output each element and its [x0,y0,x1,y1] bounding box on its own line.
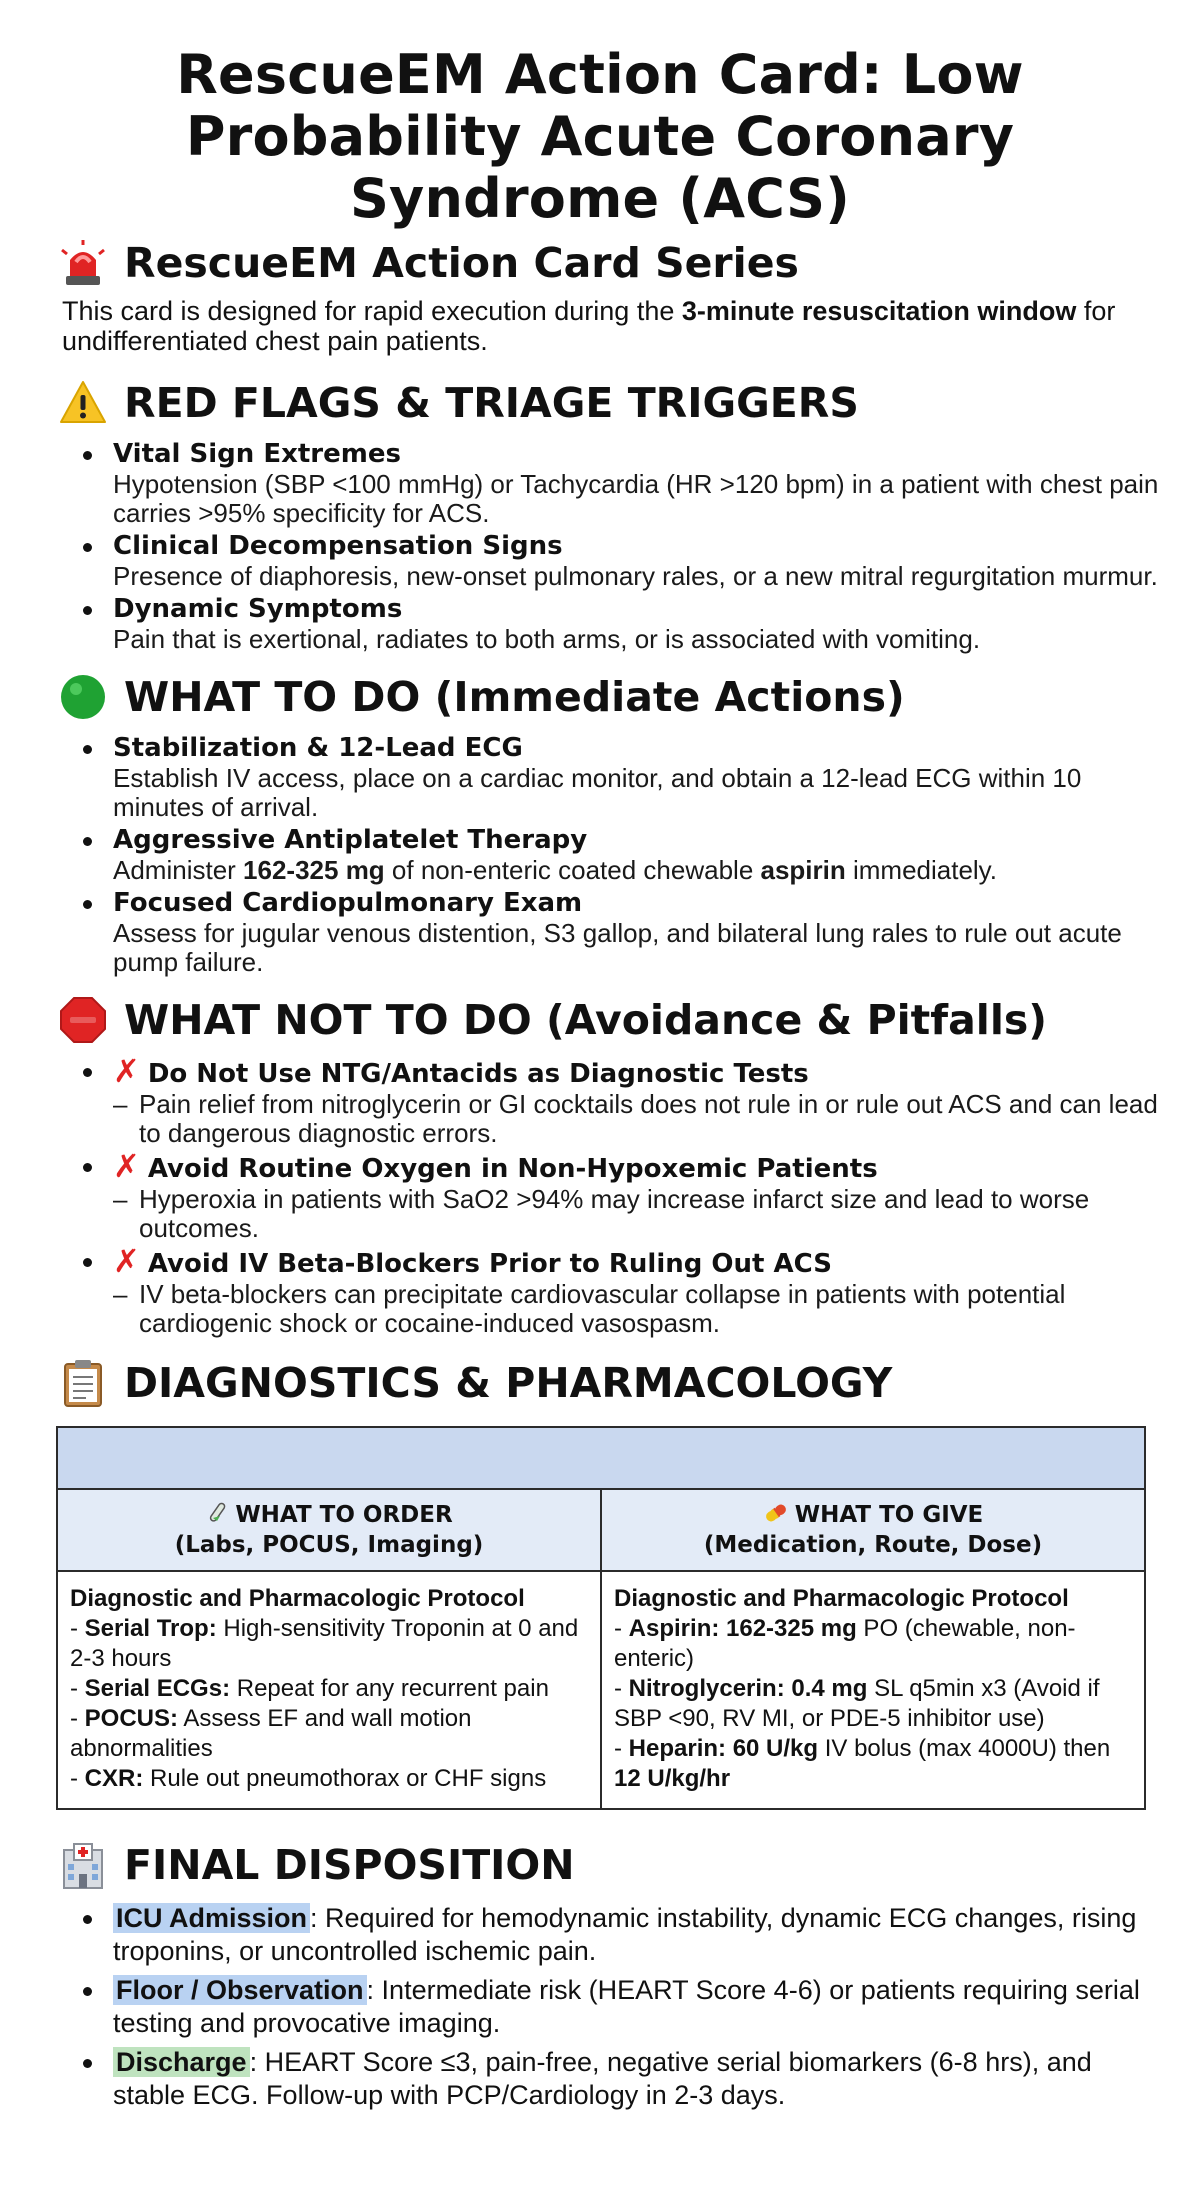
what-not-to-do-heading-text: WHAT NOT TO DO (Avoidance & Pitfalls) [124,996,1048,1044]
list-item [0,593,1200,654]
list-item: Floor / Observation : Intermediate risk (HEART Score 4-6) or patients requiring serial testing and provocative imaging. [0,1974,1200,2040]
list-item [0,887,1200,977]
item-body: Assess for jugular venous distention, S3 gallop, and bilateral lung rales to rule out acute pump failure. [113,918,1122,977]
disposition-heading [58,1840,1200,1890]
list-item [0,824,1200,885]
hospital-icon [58,1840,108,1890]
cross-mark-icon: ✗ [113,1242,140,1280]
disposition-list [0,1902,1200,2112]
order-line: - POCUS: Assess EF and wall motion abnormalities [70,1705,472,1762]
diagnostics-section [0,1358,1200,1810]
order-cell [57,1571,601,1809]
give-line: - Heparin: 60 U/kg IV bolus (max 4000U) then 12 U/kg/hr [614,1735,1111,1792]
what-to-do-heading [58,672,1200,722]
item-title: Clinical Decompensation Signs [113,531,563,561]
red-flags-list [0,438,1200,654]
page-title: RescueEM Action Card: Low Probability Acute Coronary Syndrome (ACS) [176,43,1024,230]
list-item [0,438,1200,528]
item-body: Pain that is exertional, radiates to both arms, or is associated with vomiting. [113,624,981,654]
item-body: – Pain relief from nitroglycerin or GI cocktails does not rule in or rule out ACS and can lead to dangerous diagnostic errors. [113,1090,1160,1148]
cell-title: Diagnostic and Pharmacologic Protocol [614,1585,1069,1612]
order-line: - Serial ECGs: Repeat for any recurrent pain [70,1675,549,1702]
list-item [0,1052,1200,1148]
red-flags-section [0,378,1200,654]
disposition-heading-text: FINAL DISPOSITION [124,1841,575,1889]
list-item [0,1147,1200,1243]
warning-icon [58,378,108,428]
table-header-band [57,1427,1145,1489]
red-flags-heading [58,378,1200,428]
what-to-do-section [0,672,1200,977]
cross-mark-icon: ✗ [113,1147,140,1185]
item-body: Hypotension (SBP <100 mmHg) or Tachycardia (HR >120 bpm) in a patient with chest pain carries >95% specificity for ACS. [113,469,1159,528]
diagnostics-heading-text: DIAGNOSTICS & PHARMACOLOGY [124,1359,893,1407]
item-title: Stabilization & 12-Lead ECG [113,733,523,763]
stop-sign-icon [58,995,108,1045]
icu-admission-label: ICU Admission [113,1903,310,1933]
list-item [0,1242,1200,1338]
cell-title: Diagnostic and Pharmacologic Protocol [70,1585,525,1612]
series-heading-text: RescueEM Action Card Series [124,239,799,287]
what-not-to-do-section [0,995,1200,1338]
item-body: Establish IV access, place on a cardiac monitor, and obtain a 12-lead ECG within 10 minutes of arrival. [113,763,1082,822]
discharge-label: Discharge [113,2047,250,2077]
pill-icon [763,1500,789,1526]
item-title: Vital Sign Extremes [113,439,401,469]
item-title: Focused Cardiopulmonary Exam [113,888,583,918]
give-cell [601,1571,1145,1809]
floor-observation-label: Floor / Observation [113,1975,367,2005]
series-heading [58,238,1200,288]
order-line: - CXR: Rule out pneumothorax or CHF signs [70,1765,547,1792]
list-item: Discharge : HEART Score ≤3, pain-free, negative serial biomarkers (6-8 hrs), and stable ECG. Follow-up with PCP/Cardiology in 2-3 days. [0,2046,1200,2112]
list-item [0,530,1200,591]
diagnostics-heading [58,1358,1200,1408]
disposition-section [0,1840,1200,2112]
item-body: – Hyperoxia in patients with SaO2 >94% may increase infarct size and lead to worse outcomes. [113,1185,1160,1243]
give-line: - Aspirin: 162-325 mg PO (chewable, non-enteric) [614,1615,1076,1672]
column-header-give: WHAT TO GIVE (Medication, Route, Dose) [601,1489,1145,1571]
what-to-do-heading-text: WHAT TO DO (Immediate Actions) [124,673,905,721]
series-section [0,238,1200,356]
list-item [0,732,1200,822]
item-body: Presence of diaphoresis, new-onset pulmonary rales, or a new mitral regurgitation murmur. [113,561,1158,591]
item-title: ✗ Avoid Routine Oxygen in Non-Hypoxemic Patients [113,1147,878,1185]
green-circle-icon [58,672,108,722]
item-title: ✗ Do Not Use NTG/Antacids as Diagnostic Tests [113,1052,809,1090]
intro-highlight: 3-minute resuscitation window [681,296,1077,326]
give-line: - Nitroglycerin: 0.4 mg SL q5min x3 (Avoid if SBP <90, RV MI, or PDE-5 inhibitor use) [614,1675,1100,1732]
order-line: - Serial Trop: High-sensitivity Troponin at 0 and 2-3 hours [70,1615,579,1672]
item-title: Aggressive Antiplatelet Therapy [113,825,588,855]
siren-icon [58,238,108,288]
diagnostics-table [56,1426,1146,1810]
clipboard-icon [58,1358,108,1408]
cross-mark-icon: ✗ [113,1052,140,1090]
column-header-order: WHAT TO ORDER (Labs, POCUS, Imaging) [57,1489,601,1571]
what-not-to-do-list [0,1052,1200,1338]
series-intro: This card is designed for rapid execution during the 3-minute resuscitation window for undifferentiated chest pain patients. [62,296,1116,356]
red-flags-heading-text: RED FLAGS & TRIAGE TRIGGERS [124,379,859,427]
item-body: – IV beta-blockers can precipitate cardiovascular collapse in patients with potential cardiogenic shock or cocaine-induced vasospasm. [113,1280,1160,1338]
item-body: Administer 162-325 mg of non-enteric coated chewable aspirin immediately. [113,855,997,885]
what-not-to-do-heading [58,995,1200,1045]
list-item: ICU Admission : Required for hemodynamic instability, dynamic ECG changes, rising troponins, or uncontrolled ischemic pain. [0,1902,1200,1968]
item-title: ✗ Avoid IV Beta-Blockers Prior to Ruling Out ACS [113,1242,832,1280]
test-tube-icon [205,1501,229,1525]
what-to-do-list [0,732,1200,977]
item-title: Dynamic Symptoms [113,594,403,624]
